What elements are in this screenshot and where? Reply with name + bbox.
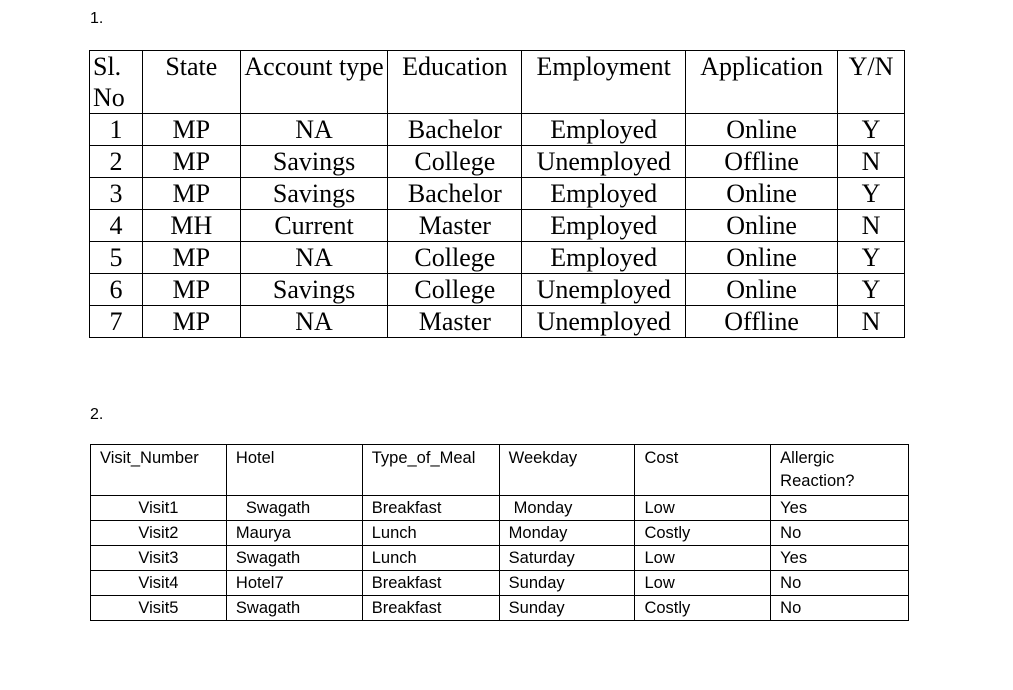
table1-header-education: Education: [388, 51, 522, 114]
table1-cell: College: [388, 274, 522, 306]
table2-cell: Saturday: [499, 546, 635, 571]
table1-cell: MP: [142, 306, 240, 338]
section-1-label: 1.: [90, 10, 104, 27]
table1-cell: 7: [90, 306, 143, 338]
table1-cell: Y: [838, 242, 905, 274]
table2-cell: Swagath: [226, 596, 362, 621]
table1-row: [90, 114, 905, 146]
table1-cell: 1: [90, 114, 143, 146]
table2-row: [91, 546, 909, 571]
table2-cell: Sunday: [499, 571, 635, 596]
table2-header-row: [91, 445, 909, 496]
table1-cell: NA: [240, 114, 388, 146]
table2-header-weekday: Weekday: [499, 445, 635, 496]
table2-cell: Hotel7: [226, 571, 362, 596]
table2-cell: Yes: [771, 496, 909, 521]
table1-header-yn: Y/N: [838, 51, 905, 114]
table2-header-hotel: Hotel: [226, 445, 362, 496]
table2-cell: Swagath: [226, 546, 362, 571]
table1-header-sl-no: Sl. No: [90, 51, 143, 114]
table1-cell: MP: [142, 274, 240, 306]
table2-row: [91, 596, 909, 621]
table1-cell: Online: [686, 242, 838, 274]
table1-cell: N: [838, 210, 905, 242]
table1-cell: Online: [686, 274, 838, 306]
table1-row: [90, 306, 905, 338]
table2-cell: Low: [635, 496, 771, 521]
table1-cell: College: [388, 242, 522, 274]
table1-row: [90, 210, 905, 242]
table1-cell: Y: [838, 274, 905, 306]
table1-cell: N: [838, 146, 905, 178]
table1-header-state: State: [142, 51, 240, 114]
table1-header-account-type: Account type: [240, 51, 388, 114]
table1-cell: Current: [240, 210, 388, 242]
table1-cell: Offline: [686, 306, 838, 338]
table2-cell: Monday: [499, 521, 635, 546]
table1-row: [90, 274, 905, 306]
table2-row: [91, 571, 909, 596]
loan-application-table: [89, 50, 905, 338]
table2-row: [91, 521, 909, 546]
table1-cell: NA: [240, 306, 388, 338]
table1-row: [90, 146, 905, 178]
table1-cell: Master: [388, 306, 522, 338]
table1-cell: Savings: [240, 274, 388, 306]
table1-cell: NA: [240, 242, 388, 274]
table1-cell: 3: [90, 178, 143, 210]
table1-cell: College: [388, 146, 522, 178]
table2-cell: Visit3: [91, 546, 227, 571]
table1-row: [90, 242, 905, 274]
table1-cell: Employed: [522, 178, 686, 210]
table1-cell: MP: [142, 146, 240, 178]
table1-row: [90, 178, 905, 210]
table1-cell: Y: [838, 114, 905, 146]
hotel-visit-table: [90, 444, 909, 621]
table2-header-visit-number: Visit_Number: [91, 445, 227, 496]
section-2-label: 2.: [90, 406, 104, 423]
table2-cell: Maurya: [226, 521, 362, 546]
table1-cell: Employed: [522, 242, 686, 274]
table1-cell: Savings: [240, 146, 388, 178]
table1-cell: Online: [686, 178, 838, 210]
table1-cell: 5: [90, 242, 143, 274]
table2-cell: Costly: [635, 521, 771, 546]
table2-cell: Lunch: [362, 546, 499, 571]
table1-cell: MP: [142, 114, 240, 146]
table1-cell: MP: [142, 178, 240, 210]
table2-cell: Yes: [771, 546, 909, 571]
table2-header-cost: Cost: [635, 445, 771, 496]
table2-header-allergic-reaction: Allergic Reaction?: [771, 445, 909, 496]
table1-header-employment: Employment: [522, 51, 686, 114]
table2-cell: Breakfast: [362, 596, 499, 621]
table1-cell: Bachelor: [388, 178, 522, 210]
table1-cell: Employed: [522, 210, 686, 242]
table2-cell: Swagath: [226, 496, 362, 521]
table2-header-type-of-meal: Type_of_Meal: [362, 445, 499, 496]
table2-cell: Breakfast: [362, 571, 499, 596]
table1-cell: 6: [90, 274, 143, 306]
table1-cell: 4: [90, 210, 143, 242]
table1-cell: Unemployed: [522, 274, 686, 306]
table1-cell: Y: [838, 178, 905, 210]
table1-cell: Online: [686, 114, 838, 146]
table2-cell: No: [771, 596, 909, 621]
table2-cell: Low: [635, 571, 771, 596]
table1-cell: Online: [686, 210, 838, 242]
table2-cell: No: [771, 571, 909, 596]
table2-cell: Breakfast: [362, 496, 499, 521]
table2-cell: Visit5: [91, 596, 227, 621]
table2-cell: No: [771, 521, 909, 546]
table2-cell: Lunch: [362, 521, 499, 546]
table1-header-row: [90, 51, 905, 114]
table2-cell: Low: [635, 546, 771, 571]
table1-cell: Master: [388, 210, 522, 242]
table1-cell: 2: [90, 146, 143, 178]
table1-cell: Savings: [240, 178, 388, 210]
table2-cell: Visit4: [91, 571, 227, 596]
table1-cell: N: [838, 306, 905, 338]
table1-cell: Unemployed: [522, 306, 686, 338]
table2-row: [91, 496, 909, 521]
table2-cell: Sunday: [499, 596, 635, 621]
table1-cell: MH: [142, 210, 240, 242]
table2-cell: Visit2: [91, 521, 227, 546]
table2-cell: Monday: [499, 496, 635, 521]
table1-cell: Offline: [686, 146, 838, 178]
table1-cell: Unemployed: [522, 146, 686, 178]
table1-header-application: Application: [686, 51, 838, 114]
table2-cell: Visit1: [91, 496, 227, 521]
table1-cell: Employed: [522, 114, 686, 146]
table2-cell: Costly: [635, 596, 771, 621]
table1-cell: MP: [142, 242, 240, 274]
table1-cell: Bachelor: [388, 114, 522, 146]
